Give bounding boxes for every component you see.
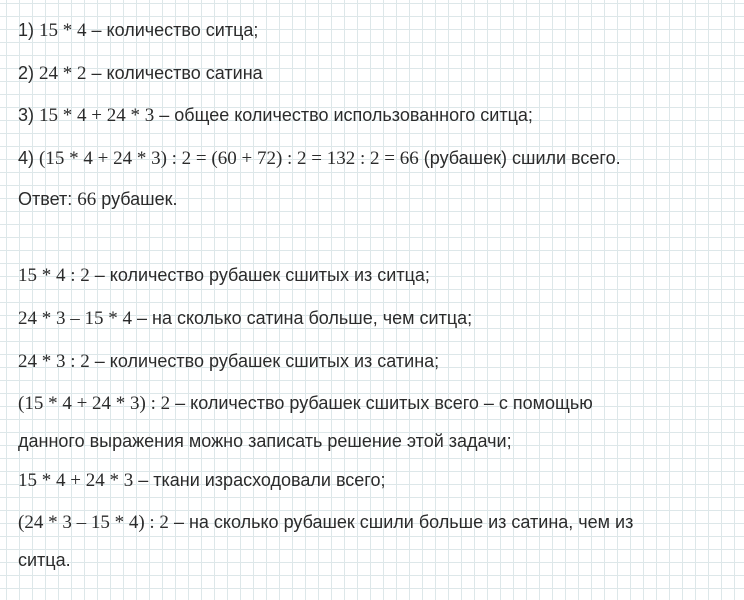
math-expression: 24 * 3 : 2	[18, 351, 90, 372]
expression-line-4	[18, 392, 593, 415]
step-number: 2)	[18, 63, 35, 83]
step-description: – общее количество использованного ситца;	[154, 105, 533, 125]
expression-description: – количество рубашек сшитых всего – с помощью	[170, 393, 593, 413]
expression-description: – количество рубашек сшитых из ситца;	[89, 265, 430, 285]
expression-description: – количество рубашек сшитых из сатина;	[89, 351, 440, 371]
math-expression: 15 * 4	[39, 20, 87, 41]
math-expression: 15 * 4 : 2	[18, 265, 90, 286]
step-number: 4)	[18, 148, 35, 168]
math-expression: 24 * 2	[39, 63, 87, 84]
step-number: 1)	[18, 20, 35, 40]
expression-description-continuation: ситца.	[18, 550, 71, 570]
math-expression: 24 * 3 – 15 * 4	[18, 308, 132, 329]
answer-label: Ответ:	[18, 189, 78, 209]
answer-line	[18, 188, 178, 211]
step-description: – количество сатина	[86, 63, 263, 83]
step-description: (рубашек) сшили всего.	[418, 148, 621, 168]
solution-step-2	[18, 62, 263, 85]
expression-description: – на сколько рубашек сшили больше из сатина, чем из	[168, 512, 634, 532]
expression-line-3	[18, 350, 439, 373]
expression-line-6	[18, 511, 633, 534]
math-expression: 15 * 4 + 24 * 3	[39, 105, 155, 126]
solution-step-3	[18, 104, 533, 127]
expression-line-2	[18, 307, 472, 330]
expression-line-6-continuation	[18, 549, 71, 571]
step-description: – количество ситца;	[86, 20, 259, 40]
step-number: 3)	[18, 105, 35, 125]
math-expression: 15 * 4 + 24 * 3	[18, 470, 134, 491]
expression-line-4-continuation	[18, 430, 512, 452]
solution-step-1	[18, 19, 258, 42]
expression-description-continuation: данного выражения можно записать решение этой задачи;	[18, 431, 512, 451]
answer-unit: рубашек.	[96, 189, 178, 209]
math-expression: (15 * 4 + 24 * 3) : 2 = (60 + 72) : 2 = 132 : 2 = 66	[39, 148, 419, 169]
expression-description: – ткани израсходовали всего;	[133, 470, 386, 490]
expression-line-1	[18, 264, 430, 287]
math-expression: (15 * 4 + 24 * 3) : 2	[18, 393, 171, 414]
expression-line-5	[18, 469, 386, 492]
expression-description: – на сколько сатина больше, чем ситца;	[132, 308, 473, 328]
answer-value: 66	[77, 189, 97, 210]
math-expression: (24 * 3 – 15 * 4) : 2	[18, 512, 169, 533]
solution-step-4	[18, 147, 621, 170]
